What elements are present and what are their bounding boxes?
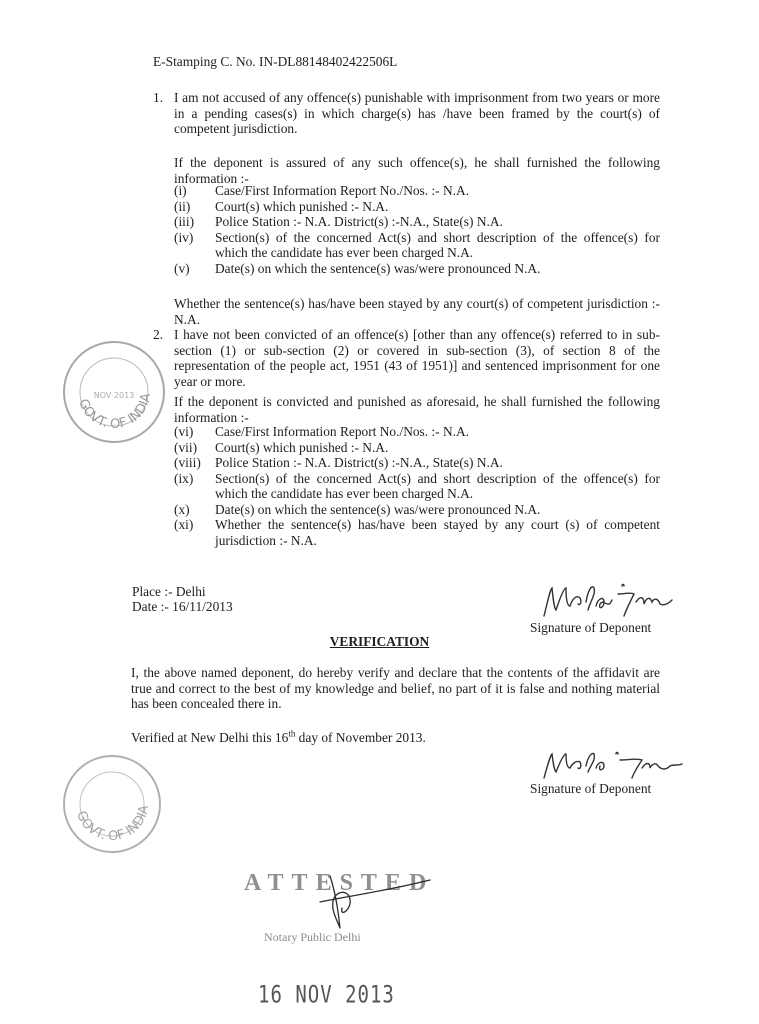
list-item [174,517,660,548]
seal-2-outer-text: GOVT. OF INDIA [73,804,153,845]
list-item-label: (v) [174,260,190,276]
date-label: Date :- 16/11/2013 [132,599,233,614]
list-item-label: (ix) [174,470,194,486]
list-item [174,199,660,215]
para1-items-list [174,183,660,276]
list-item-text: Section(s) of the concerned Act(s) and short description of the offence(s) for which the candidate has ever been charged N.A. [215,470,660,501]
list-item-text: Section(s) of the concerned Act(s) and short description of the offence(s) for which the candidate has ever been charged N.A. [215,229,660,260]
para1-text: I am not accused of any offence(s) punishable with imprisonment from two years or more in a pending cases(s) in which charge(s) has /have been framed by the court(s) of competent jurisdiction. [174,90,660,136]
round-seal-1 [58,336,170,448]
list-item [174,455,660,471]
verification-body: I, the above named deponent, do hereby verify and declare that the contents of the affidavit are true and correct to the best of my knowledge and belief, no part of it is false and nothing material has been concealed there in. [131,665,660,711]
verified-statement [131,730,426,746]
list-item [174,502,660,518]
list-item-label: (vi) [174,424,194,439]
list-item-text: Police Station :- N.A. District(s) :-N.A., State(s) N.A. [215,214,503,229]
para2-number: 2. [153,327,164,342]
attested-stamp-title: ATTESTED [244,870,435,896]
round-seal-2 [58,750,166,858]
para2-items-list [174,424,660,548]
list-item [174,261,660,277]
list-item-text: Case/First Information Report No./Nos. :- N.A. [215,183,470,198]
list-item-label: (iii) [174,214,195,229]
signature-label-2: Signature of Deponent [530,781,652,796]
notary-signature [300,868,440,938]
para1-number: 1. [153,90,164,105]
para1-closing: Whether the sentence(s) has/have been stayed by any court(s) of competent jurisdiction :- N.A. [174,296,660,327]
para2-text: I have not been convicted of an offence(s) [other than any offence(s) referred to in sub-section (1) or sub-section (2) or covered in sub-section (3), of section 8 of the representation of the people act, 1951 (43 of 1951)] and sentenced imprisonment for one year or more. [174,327,660,389]
list-item-label: (iv) [174,229,194,245]
seal-1-outer-text: GOVT. OF INDIA [75,392,155,433]
list-item [174,214,660,230]
place-label: Place :- Delhi [132,584,206,599]
list-item-label: (viii) [174,455,201,470]
list-item [174,440,660,456]
list-item-text: Date(s) on which the sentence(s) was/were pronounced N.A. [215,260,541,276]
deponent-signature-1 [538,580,718,622]
list-item [174,183,660,199]
svg-text:GOVT. OF INDIA [73,804,152,844]
list-item-label: (x) [174,501,190,517]
list-item-label: (ii) [174,198,191,214]
deponent-signature-2 [538,748,718,782]
list-item-text: Date(s) on which the sentence(s) was/were pronounced N.A. [215,501,541,517]
signature-label-1: Signature of Deponent [530,620,652,635]
verified-prefix: Verified at New Delhi this 16 [131,730,289,745]
list-item-text: Court(s) which punished :- N.A. [215,439,389,455]
list-item [174,230,660,261]
para1-intro: If the deponent is assured of any such offence(s), he shall furnished the following information :- [174,155,660,186]
list-item-text: Police Station :- N.A. District(s) :-N.A., State(s) N.A. [215,455,503,470]
list-item-text: Court(s) which punished :- N.A. [215,198,389,214]
attested-stamp-subtitle: Notary Public Delhi [264,930,361,944]
verified-suffix: day of November 2013. [295,730,426,745]
seal-1-inner-text: NOV 2013 [93,391,135,400]
list-item-text: Case/First Information Report No./Nos. :- N.A. [215,424,470,439]
date-stamp: 16 NOV 2013 [258,981,395,1009]
list-item-label: (vii) [174,439,198,455]
list-item-label: (i) [174,183,187,198]
para2-intro: If the deponent is convicted and punished as aforesaid, he shall furnished the following information :- [174,394,660,425]
verified-superscript: th [288,728,296,739]
list-item-text: Whether the sentence(s) has/have been stayed by any court (s) of competent jurisdiction :- N.A. [215,517,660,548]
list-item-label: (xi) [174,517,194,532]
estamp-reference: E-Stamping C. No. IN-DL88148402422506L [153,54,398,69]
verification-heading: VERIFICATION [329,634,430,649]
list-item [174,424,660,440]
list-item [174,471,660,502]
